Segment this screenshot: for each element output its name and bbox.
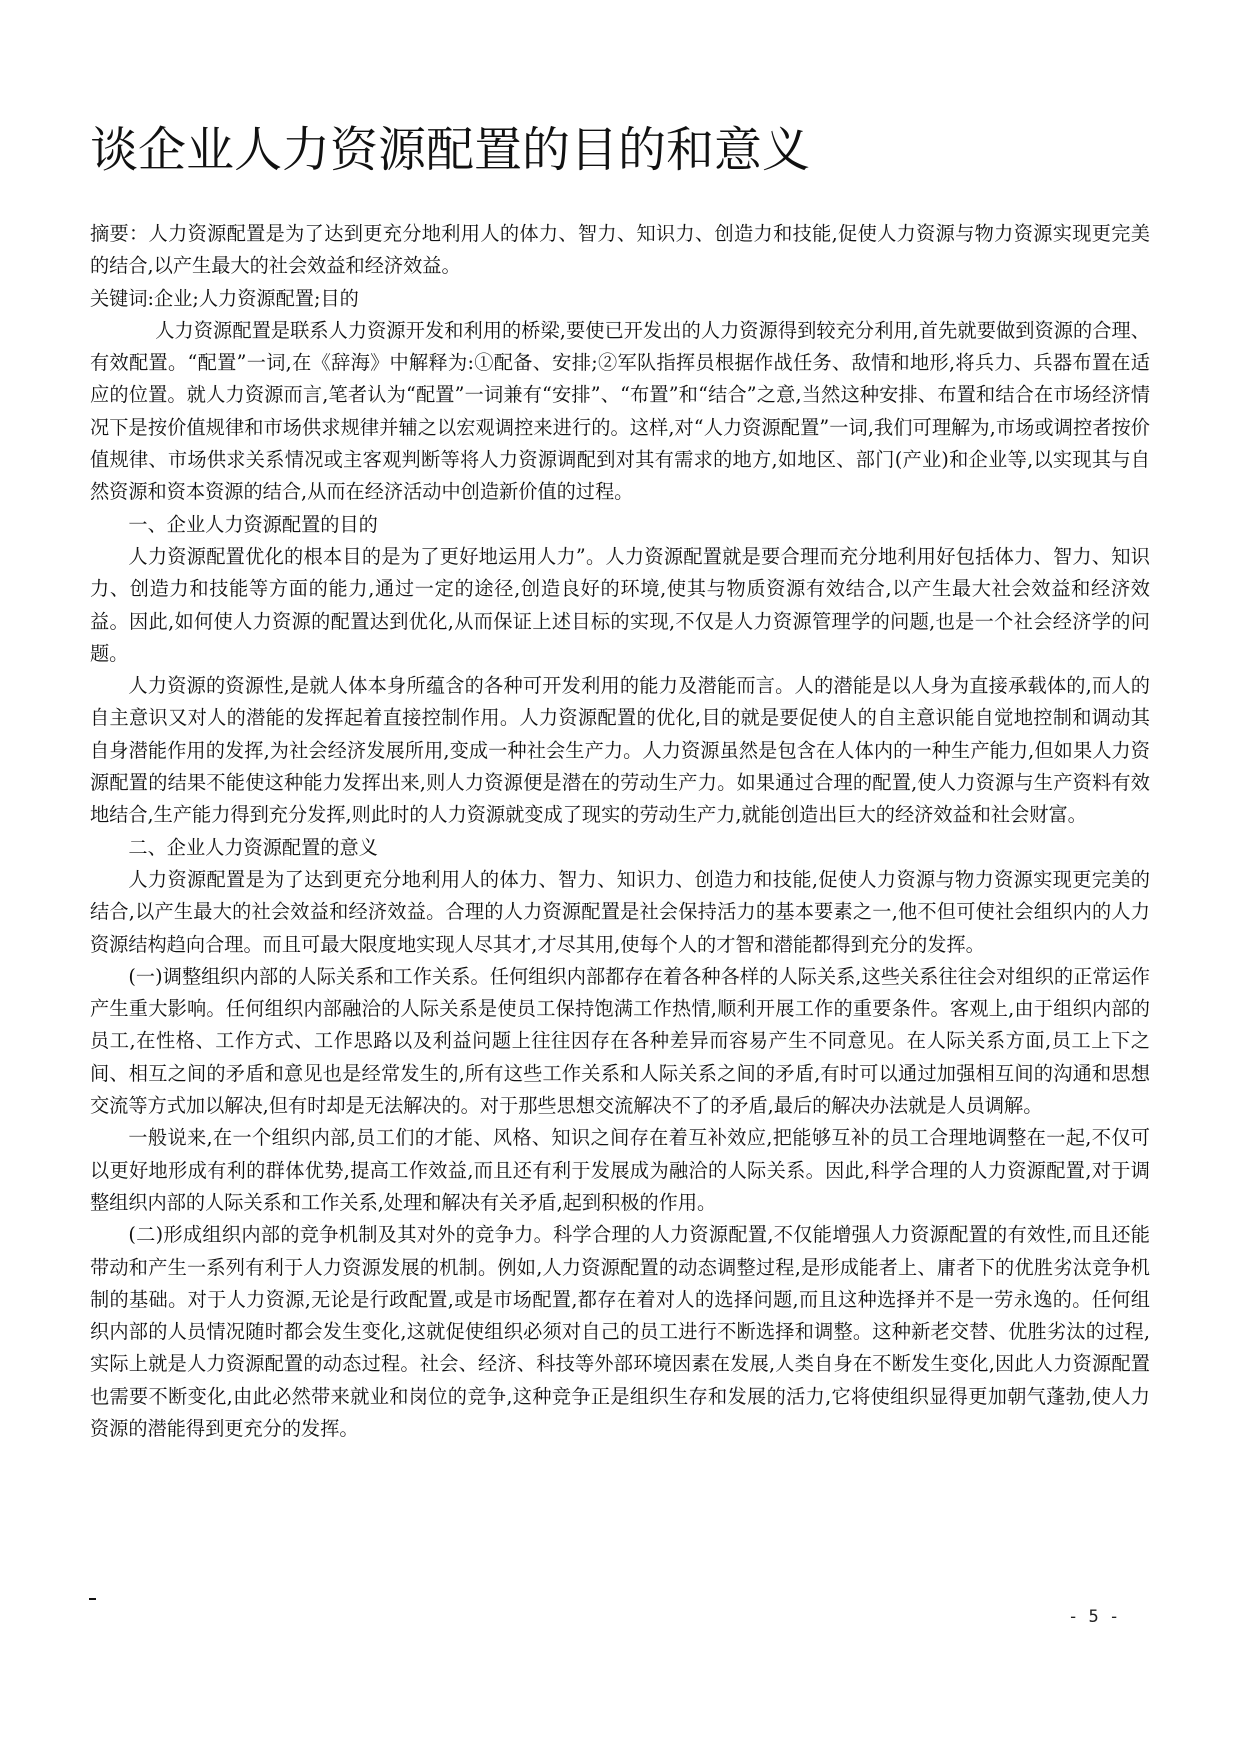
document-body: [90, 218, 1150, 1445]
body-paragraph-relations: (一)调整组织内部的人际关系和工作关系。任何组织内部都存在着各种各样的人际关系,这些关系往往会对组织的正常运作产生重大影响。任何组织内部融洽的人际关系是使员工保持饱满工作热情,顺利开展工作的重要条件。客观上,由于组织内部的员工,在性格、工作方式、工作思路以及利益问题上往往因存在各种差异而容易产生不同意见。在人际关系方面,员工上下之间、相互之间的矛盾和意见也是经常发生的,所有这些工作关系和人际关系之间的矛盾,有时可以通过加强相互间的沟通和思想交流等方式加以解决,但有时却是无法解决的。对于那些思想交流解决不了的矛盾,最后的解决办法就是人员调解。: [90, 964, 1150, 1118]
keywords-line: 关键词:企业;人力资源配置;目的: [90, 286, 359, 310]
body-paragraph-purpose-1: 人力资源配置优化的根本目的是为了更好地运用人力”。人力资源配置就是要合理而充分地利用好包括体力、智力、知识力、创造力和技能等方面的能力,通过一定的途径,创造良好的环境,使其与物质资源有效结合,以产生最大社会效益和经济效益。因此,如何使人力资源的配置达到优化,从而保证上述目标的实现,不仅是人力资源管理学的问题,也是一个社会经济学的问题。: [90, 544, 1150, 665]
stray-dash-mark: [89, 1598, 96, 1600]
body-paragraph-competition: (二)形成组织内部的竞争机制及其对外的竞争力。科学合理的人力资源配置,不仅能增强人力资源配置的有效性,而且还能带动和产生一系列有利于人力资源发展的机制。例如,人力资源配置的动态调整过程,是形成能者上、庸者下的优胜劣汰竞争机制的基础。对于人力资源,无论是行政配置,或是市场配置,都存在着对人的选择问题,而且这种选择并不是一劳永逸的。任何组织内部的人员情况随时都会发生变化,这就促使组织必须对自己的员工进行不断选择和调整。这种新老交替、优胜劣汰的过程,实际上就是人力资源配置的动态过程。社会、经济、科技等外部环境因素在发展,人类自身在不断发生变化,因此人力资源配置也需要不断变化,由此必然带来就业和岗位的竞争,这种竞争正是组织生存和发展的活力,它将使组织显得更加朝气蓬勃,使人力资源的潜能得到更充分的发挥。: [90, 1223, 1150, 1440]
section-heading-significance: 二、企业人力资源配置的意义: [128, 835, 378, 859]
abstract-paragraph: 摘要：人力资源配置是为了达到更充分地利用人的体力、智力、知识力、创造力和技能,促使人力资源与物力资源实现更完美的结合,以产生最大的社会效益和经济效益。: [90, 222, 1150, 278]
page-number: - 5 -: [1068, 1607, 1120, 1627]
section-heading-purpose: 一、企业人力资源配置的目的: [128, 512, 378, 536]
body-paragraph-significance-1: 人力资源配置是为了达到更充分地利用人的体力、智力、知识力、创造力和技能,促使人力资源与物力资源实现更完美的结合,以产生最大的社会效益和经济效益。合理的人力资源配置是社会保持活力的基本要素之一,他不但可使社会组织内的人力资源结构趋向合理。而且可最大限度地实现人尽其才,才尽其用,使每个人的才智和潜能都得到充分的发挥。: [90, 867, 1150, 956]
body-paragraph-complement: 一般说来,在一个组织内部,员工们的才能、风格、知识之间存在着互补效应,把能够互补的员工合理地调整在一起,不仅可以更好地形成有利的群体优势,提高工作效益,而且还有利于发展成为融洽的人际关系。因此,科学合理的人力资源配置,对于调整组织内部的人际关系和工作关系,处理和解决有关矛盾,起到积极的作用。: [90, 1126, 1150, 1214]
body-paragraph-purpose-2: 人力资源的资源性,是就人体本身所蕴含的各种可开发利用的能力及潜能而言。人的潜能是以人身为直接承载体的,而人的自主意识又对人的潜能的发挥起着直接控制作用。人力资源配置的优化,目的就是要促使人的自主意识能自觉地控制和调动其自身潜能作用的发挥,为社会经济发展所用,变成一种社会生产力。人力资源虽然是包含在人体内的一种生产能力,但如果人力资源配置的结果不能使这种能力发挥出来,则人力资源便是潜在的劳动生产力。如果通过合理的配置,使人力资源与生产资料有效地结合,生产能力得到充分发挥,则此时的人力资源就变成了现实的劳动生产力,就能创造出巨大的经济效益和社会财富。: [90, 674, 1150, 827]
body-paragraph-intro: 人力资源配置是联系人力资源开发和利用的桥梁,要使已开发出的人力资源得到较充分利用,首先就要做到资源的合理、有效配置。“配置”一词,在《辞海》中解释为:①配备、安排;②军队指挥员根据作战任务、敌情和地形,将兵力、兵器布置在适应的位置。就人力资源而言,笔者认为“配置”一词兼有“安排”、“布置”和“结合”之意,当然这种安排、布置和结合在市场经济情况下是按价值规律和市场供求规律并辅之以宏观调控来进行的。这样,对“人力资源配置”一词,我们可理解为,市场或调控者按价值规律、市场供求关系情况或主客观判断等将人力资源调配到对其有需求的地方,如地区、部门(产业)和企业等,以实现其与自然资源和资本资源的结合,从而在经济活动中创造新价值的过程。: [90, 318, 1150, 504]
document-title: 谈企业人力资源配置的目的和意义: [90, 122, 811, 178]
